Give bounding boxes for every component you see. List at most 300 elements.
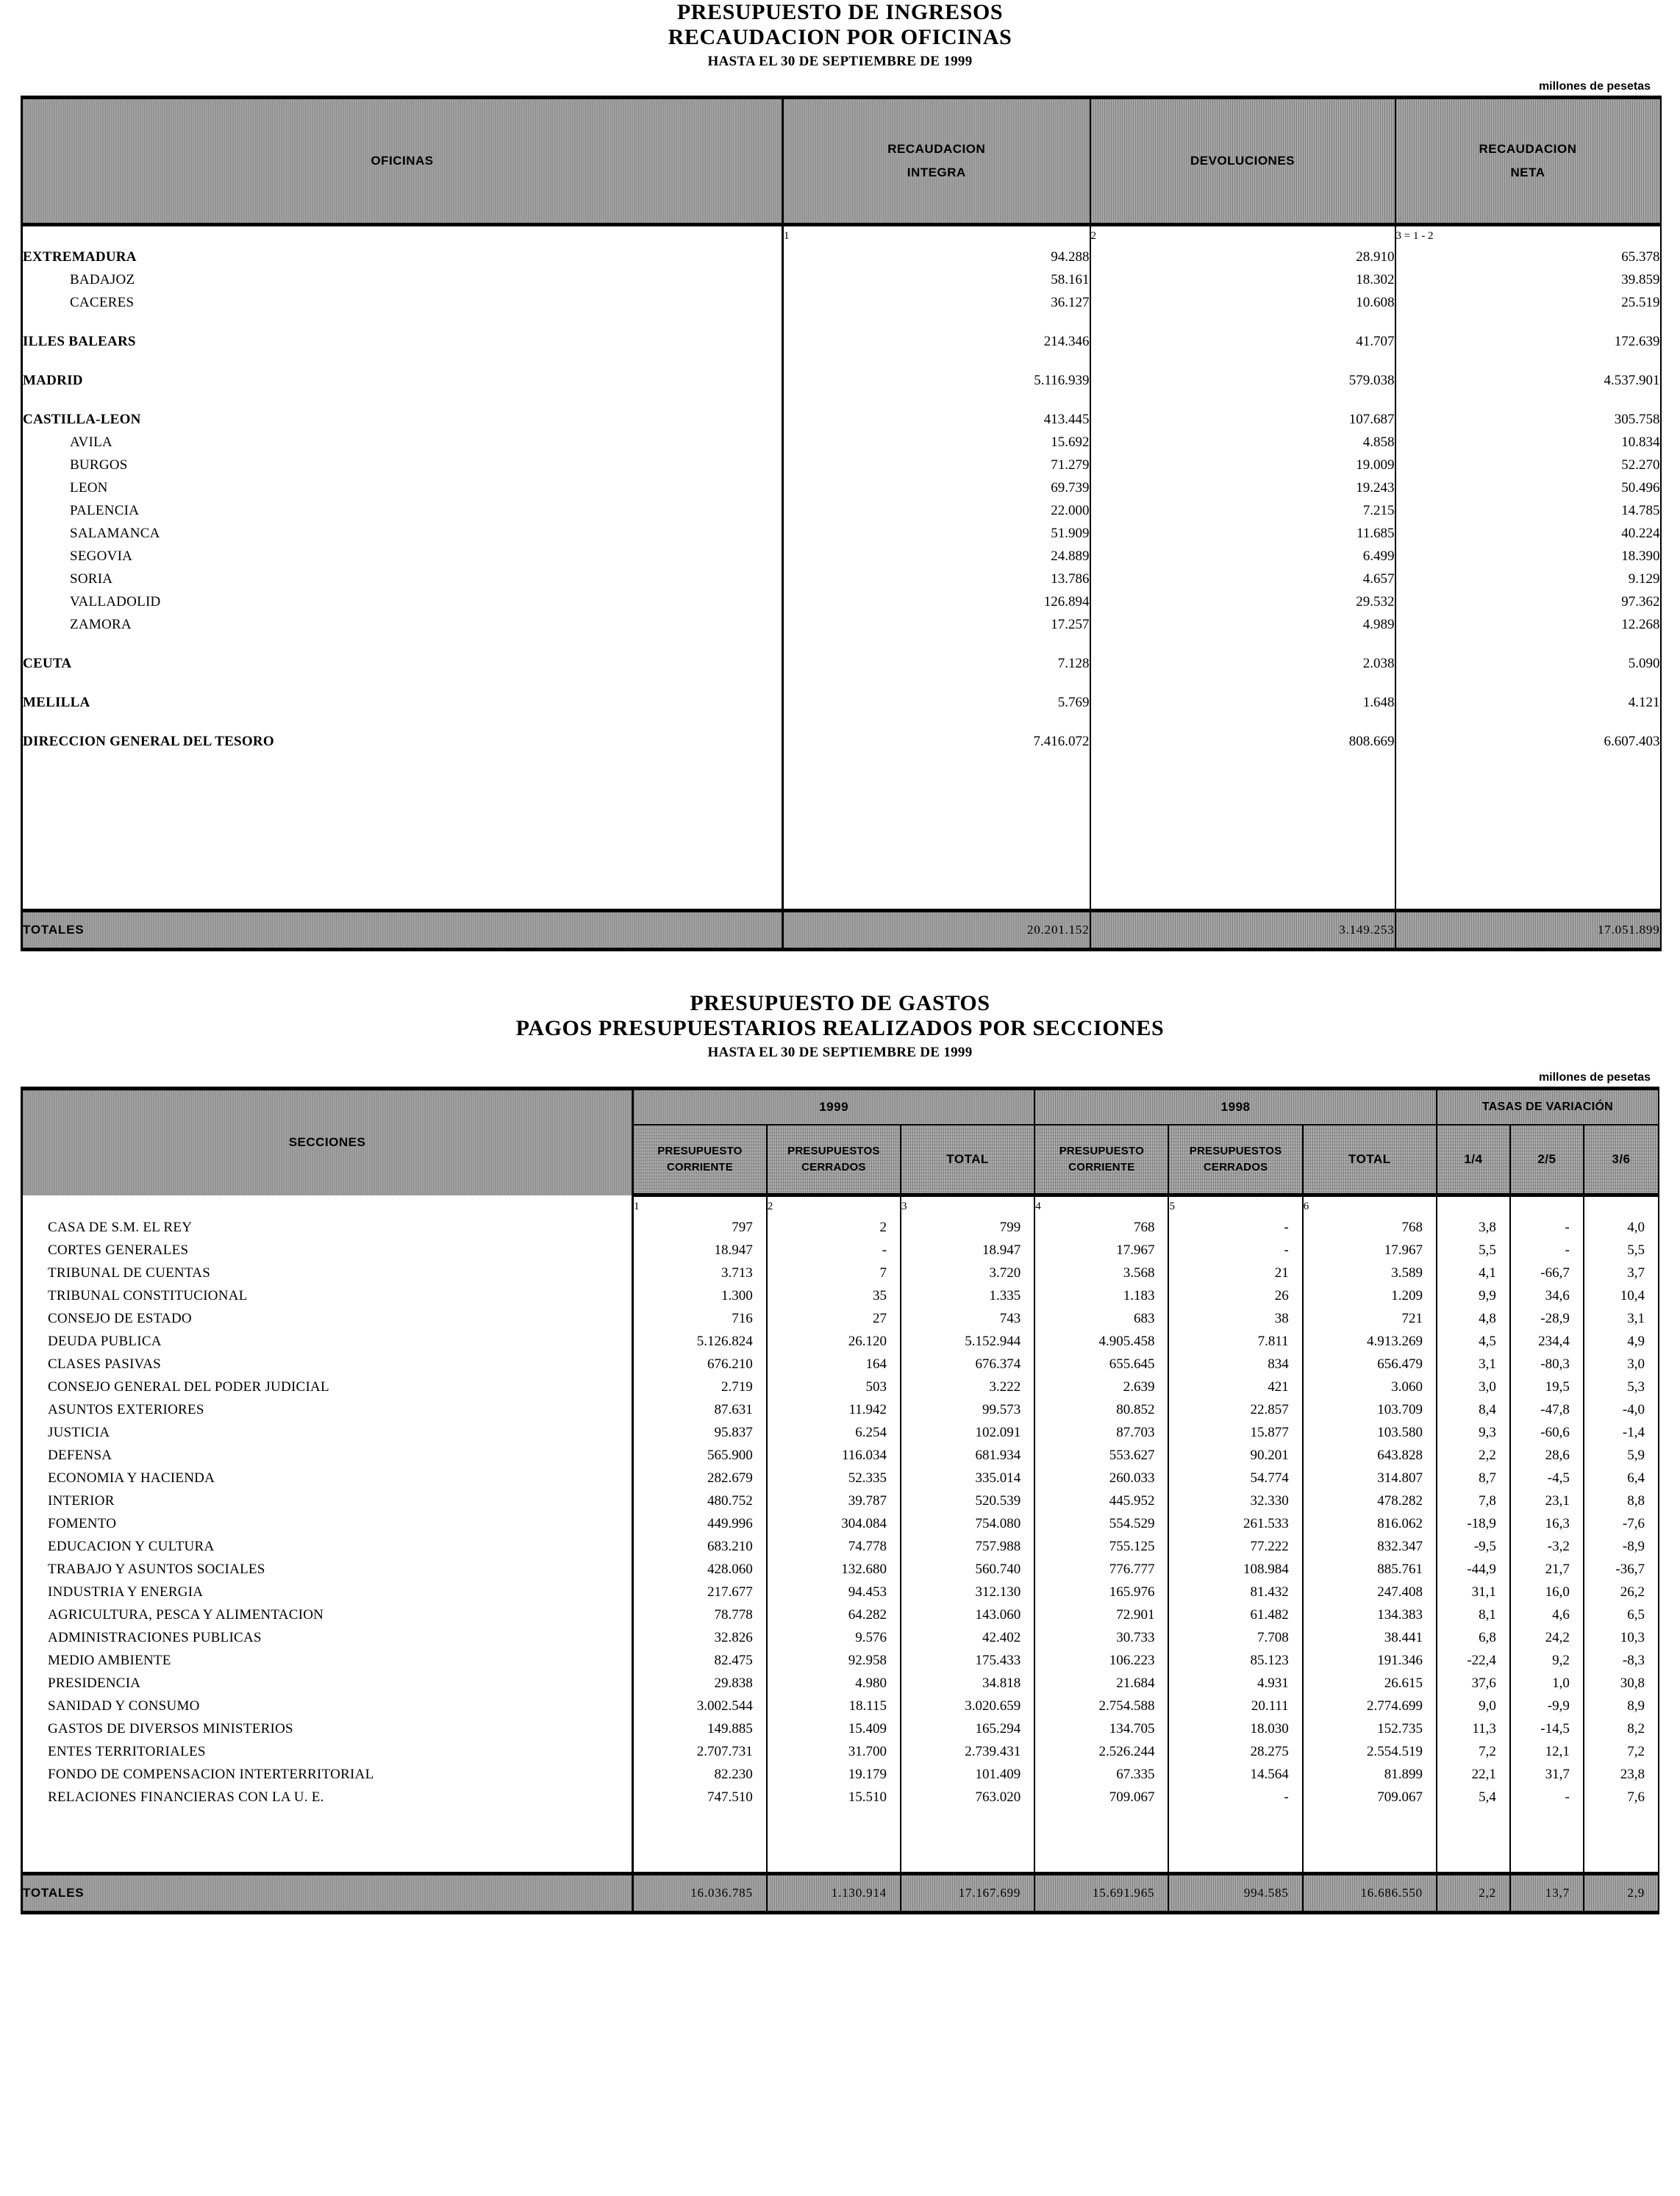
value-tasa-1-4: 4,5 — [1437, 1330, 1510, 1353]
table-row — [22, 1421, 1659, 1444]
table-row — [22, 1672, 1659, 1695]
seccion-label: CASA DE S.M. EL REY — [22, 1216, 633, 1239]
table1-header-recaudacion-integra — [783, 98, 1090, 225]
table2-colnum-9 — [1584, 1195, 1659, 1217]
value-tasa-3-6: 4,9 — [1584, 1330, 1659, 1353]
table2-header-1999-presupuesto-corriente-line2: CORRIENTE — [666, 1161, 733, 1174]
value-tasa-1-4: 5,5 — [1437, 1239, 1510, 1262]
value-tasa-3-6: 10,4 — [1584, 1284, 1659, 1307]
table-row — [22, 1535, 1659, 1558]
value-1999-total: 34.818 — [901, 1672, 1034, 1695]
table1-header-row — [22, 98, 1661, 225]
table2-totals-row — [22, 1874, 1659, 1913]
table-row — [22, 369, 1661, 392]
table-row — [22, 1262, 1659, 1284]
value-tasa-3-6: -4,0 — [1584, 1398, 1659, 1421]
value-1998-presupuestos-cerrados: 108.984 — [1168, 1558, 1302, 1581]
spacer-cell — [1090, 314, 1395, 330]
recaudacion-integra-value: 24.889 — [783, 545, 1090, 568]
value-1998-total: 103.709 — [1303, 1398, 1437, 1421]
value-1999-presupuesto-corriente: 797 — [633, 1216, 767, 1239]
oficina-label: CACERES — [22, 291, 783, 314]
table-row — [22, 268, 1661, 291]
value-1998-total: 103.580 — [1303, 1421, 1437, 1444]
value-1998-total: 2.554.519 — [1303, 1740, 1437, 1763]
table2-filler-cell-8 — [1510, 1809, 1584, 1874]
table2-colnum-8 — [1510, 1195, 1584, 1217]
value-1999-presupuestos-cerrados: 92.958 — [767, 1649, 901, 1672]
table2-header-1998-presupuestos-cerrados — [1168, 1125, 1302, 1195]
table-row — [22, 1284, 1659, 1307]
recaudacion-neta-value: 97.362 — [1395, 590, 1661, 613]
value-tasa-1-4: 7,8 — [1437, 1489, 1510, 1512]
value-tasa-2-5: 28,6 — [1510, 1444, 1584, 1467]
value-1999-presupuesto-corriente: 428.060 — [633, 1558, 767, 1581]
table2-colnum-blank — [22, 1195, 633, 1217]
value-1998-total: 247.408 — [1303, 1581, 1437, 1603]
table-row — [22, 1330, 1659, 1353]
recaudacion-neta-value: 12.268 — [1395, 613, 1661, 636]
table1-header-oficinas: OFICINAS — [22, 98, 783, 225]
table2-header-1998-presupuesto-corriente-line1: PRESUPUESTO — [1059, 1144, 1144, 1157]
recaudacion-neta-value: 65.378 — [1395, 246, 1661, 268]
value-tasa-2-5: -9,9 — [1510, 1695, 1584, 1717]
recaudacion-por-oficinas-table — [21, 96, 1662, 951]
value-1998-presupuestos-cerrados: 77.222 — [1168, 1535, 1302, 1558]
value-1998-total: 3.060 — [1303, 1376, 1437, 1398]
value-1998-presupuesto-corriente: 776.777 — [1034, 1558, 1168, 1581]
value-tasa-2-5: 16,0 — [1510, 1581, 1584, 1603]
spacer-cell — [1395, 714, 1661, 730]
value-1999-presupuesto-corriente: 78.778 — [633, 1603, 767, 1626]
table2-header-tasa-1-4: 1/4 — [1437, 1125, 1510, 1195]
value-1999-presupuestos-cerrados: 74.778 — [767, 1535, 901, 1558]
table-row — [22, 590, 1661, 613]
value-tasa-3-6: -7,6 — [1584, 1512, 1659, 1535]
value-tasa-3-6: -36,7 — [1584, 1558, 1659, 1581]
value-1998-presupuestos-cerrados: 834 — [1168, 1353, 1302, 1376]
value-1998-total: 721 — [1303, 1307, 1437, 1330]
table2-filler-cell-6 — [1303, 1809, 1437, 1874]
spacer-cell — [1395, 675, 1661, 691]
table-row — [22, 1216, 1659, 1239]
value-tasa-2-5: 16,3 — [1510, 1512, 1584, 1535]
value-1999-presupuesto-corriente: 149.885 — [633, 1717, 767, 1740]
table2-filler-cell-3 — [901, 1809, 1034, 1874]
table1-column-number-row — [22, 225, 1661, 246]
value-tasa-1-4: 4,1 — [1437, 1262, 1510, 1284]
report1-subtitle: HASTA EL 30 DE SEPTIEMBRE DE 1999 — [707, 54, 973, 70]
recaudacion-integra-value: 58.161 — [783, 268, 1090, 291]
table1-head — [22, 98, 1661, 246]
spacer-cell — [22, 675, 783, 691]
seccion-label: CONSEJO DE ESTADO — [22, 1307, 633, 1330]
table2-filler-cell-2 — [767, 1809, 901, 1874]
section-divider — [21, 951, 1659, 991]
recaudacion-integra-value: 69.739 — [783, 476, 1090, 499]
value-tasa-2-5: 234,4 — [1510, 1330, 1584, 1353]
table1-totals-neta: 17.051.899 — [1395, 911, 1661, 950]
recaudacion-integra-value: 7.128 — [783, 652, 1090, 675]
value-1998-presupuesto-corriente: 1.183 — [1034, 1284, 1168, 1307]
report2-title-line2: PAGOS PRESUPUESTARIOS REALIZADOS POR SECCIONES — [515, 1015, 1165, 1040]
value-1999-presupuestos-cerrados: 132.680 — [767, 1558, 901, 1581]
value-1998-total: 4.913.269 — [1303, 1330, 1437, 1353]
value-1999-total: 2.739.431 — [901, 1740, 1034, 1763]
table2-filler-cell-0 — [22, 1809, 633, 1874]
table-row — [22, 499, 1661, 522]
devoluciones-value: 107.687 — [1090, 408, 1395, 431]
report1-title-line2: RECAUDACION POR OFICINAS — [668, 24, 1012, 49]
seccion-label: TRIBUNAL DE CUENTAS — [22, 1262, 633, 1284]
value-1998-total: 885.761 — [1303, 1558, 1437, 1581]
value-1999-total: 101.409 — [901, 1763, 1034, 1786]
value-tasa-2-5: -28,9 — [1510, 1307, 1584, 1330]
value-1998-presupuestos-cerrados: 14.564 — [1168, 1763, 1302, 1786]
table-row — [22, 1740, 1659, 1763]
value-1998-presupuesto-corriente: 30.733 — [1034, 1626, 1168, 1649]
value-tasa-2-5: - — [1510, 1239, 1584, 1262]
value-1999-total: 681.934 — [901, 1444, 1034, 1467]
recaudacion-neta-value: 10.834 — [1395, 431, 1661, 454]
table2-column-number-row — [22, 1195, 1659, 1217]
table1-body — [22, 246, 1661, 753]
table1-foot — [22, 753, 1661, 950]
devoluciones-value: 19.243 — [1090, 476, 1395, 499]
devoluciones-value: 808.669 — [1090, 730, 1395, 753]
value-1998-presupuesto-corriente: 2.526.244 — [1034, 1740, 1168, 1763]
value-tasa-1-4: 3,8 — [1437, 1216, 1510, 1239]
spacer-cell — [1395, 392, 1661, 408]
value-1999-presupuesto-corriente: 82.475 — [633, 1649, 767, 1672]
value-tasa-1-4: -18,9 — [1437, 1512, 1510, 1535]
recaudacion-integra-value: 51.909 — [783, 522, 1090, 545]
table-row — [22, 1649, 1659, 1672]
seccion-label: ENTES TERRITORIALES — [22, 1740, 633, 1763]
value-tasa-2-5: -3,2 — [1510, 1535, 1584, 1558]
table2-totals-1999-corriente: 16.036.785 — [633, 1874, 767, 1913]
value-tasa-3-6: 3,7 — [1584, 1262, 1659, 1284]
value-tasa-1-4: 3,1 — [1437, 1353, 1510, 1376]
table-row — [22, 1603, 1659, 1626]
table1-header-recaudacion-neta — [1395, 98, 1661, 225]
table1-colnum-2: 2 — [1090, 225, 1395, 246]
value-1999-total: 754.080 — [901, 1512, 1034, 1535]
table2-totals-1998-cerrados: 994.585 — [1168, 1874, 1302, 1913]
seccion-label: PRESIDENCIA — [22, 1672, 633, 1695]
seccion-label: CLASES PASIVAS — [22, 1353, 633, 1376]
value-tasa-2-5: 19,5 — [1510, 1376, 1584, 1398]
table2-colnum-6: 6 — [1303, 1195, 1437, 1217]
value-tasa-3-6: 4,0 — [1584, 1216, 1659, 1239]
oficina-label: PALENCIA — [22, 499, 783, 522]
table-row — [22, 1444, 1659, 1467]
value-1998-presupuestos-cerrados: 81.432 — [1168, 1581, 1302, 1603]
table2-totals-label: TOTALES — [22, 1874, 633, 1913]
table2-filler-cell-4 — [1034, 1809, 1168, 1874]
devoluciones-value: 579.038 — [1090, 369, 1395, 392]
value-1999-total: 18.947 — [901, 1239, 1034, 1262]
value-tasa-1-4: 8,4 — [1437, 1398, 1510, 1421]
value-1999-presupuestos-cerrados: 503 — [767, 1376, 901, 1398]
spacer-cell — [1395, 314, 1661, 330]
table1-totals-label: TOTALES — [22, 911, 783, 950]
value-1999-total: 763.020 — [901, 1786, 1034, 1809]
value-1999-presupuesto-corriente: 480.752 — [633, 1489, 767, 1512]
value-tasa-3-6: -1,4 — [1584, 1421, 1659, 1444]
value-1999-presupuestos-cerrados: 26.120 — [767, 1330, 901, 1353]
value-1998-presupuesto-corriente: 755.125 — [1034, 1535, 1168, 1558]
recaudacion-neta-value: 4.537.901 — [1395, 369, 1661, 392]
devoluciones-value: 6.499 — [1090, 545, 1395, 568]
value-1999-total: 175.433 — [901, 1649, 1034, 1672]
spacer-cell — [22, 353, 783, 369]
value-1998-total: 832.347 — [1303, 1535, 1437, 1558]
table2-header-1999-total: TOTAL — [901, 1125, 1034, 1195]
value-tasa-3-6: 3,1 — [1584, 1307, 1659, 1330]
table1-filler-cell-2 — [1090, 753, 1395, 911]
value-1998-presupuestos-cerrados: 421 — [1168, 1376, 1302, 1398]
value-tasa-2-5: -60,6 — [1510, 1421, 1584, 1444]
value-1998-presupuestos-cerrados: 4.931 — [1168, 1672, 1302, 1695]
value-1999-total: 1.335 — [901, 1284, 1034, 1307]
value-tasa-3-6: 5,5 — [1584, 1239, 1659, 1262]
value-tasa-2-5: 1,0 — [1510, 1672, 1584, 1695]
value-tasa-1-4: -44,9 — [1437, 1558, 1510, 1581]
table1-spacer-row — [22, 314, 1661, 330]
recaudacion-integra-value: 5.769 — [783, 691, 1090, 714]
value-1998-presupuesto-corriente: 655.645 — [1034, 1353, 1168, 1376]
value-1998-presupuestos-cerrados: 7.708 — [1168, 1626, 1302, 1649]
value-1999-total: 3.720 — [901, 1262, 1034, 1284]
value-1998-presupuestos-cerrados: 54.774 — [1168, 1467, 1302, 1489]
devoluciones-value: 1.648 — [1090, 691, 1395, 714]
value-1999-presupuesto-corriente: 747.510 — [633, 1786, 767, 1809]
seccion-label: CONSEJO GENERAL DEL PODER JUDICIAL — [22, 1376, 633, 1398]
table2-colnum-5: 5 — [1168, 1195, 1302, 1217]
spacer-cell — [783, 675, 1090, 691]
value-1999-total: 520.539 — [901, 1489, 1034, 1512]
recaudacion-neta-value: 172.639 — [1395, 330, 1661, 353]
seccion-label: ASUNTOS EXTERIORES — [22, 1398, 633, 1421]
table1-totals-row — [22, 911, 1661, 950]
table1-spacer-row — [22, 392, 1661, 408]
value-1999-presupuesto-corriente: 3.713 — [633, 1262, 767, 1284]
table-row — [22, 1717, 1659, 1740]
value-1998-presupuestos-cerrados: - — [1168, 1216, 1302, 1239]
value-tasa-2-5: -80,3 — [1510, 1353, 1584, 1376]
value-tasa-3-6: -8,9 — [1584, 1535, 1659, 1558]
table-row — [22, 652, 1661, 675]
table2-filler-cell-9 — [1584, 1809, 1659, 1874]
table1-spacer-row — [22, 636, 1661, 652]
value-tasa-1-4: 31,1 — [1437, 1581, 1510, 1603]
oficina-label: DIRECCION GENERAL DEL TESORO — [22, 730, 783, 753]
value-tasa-3-6: -8,3 — [1584, 1649, 1659, 1672]
value-tasa-1-4: 9,0 — [1437, 1695, 1510, 1717]
value-1999-presupuesto-corriente: 676.210 — [633, 1353, 767, 1376]
value-1998-presupuestos-cerrados: 18.030 — [1168, 1717, 1302, 1740]
value-1998-presupuestos-cerrados: 90.201 — [1168, 1444, 1302, 1467]
value-1999-total: 5.152.944 — [901, 1330, 1034, 1353]
value-1998-presupuestos-cerrados: 20.111 — [1168, 1695, 1302, 1717]
table2-filler-cell-5 — [1168, 1809, 1302, 1874]
value-1999-presupuestos-cerrados: 2 — [767, 1216, 901, 1239]
recaudacion-neta-value: 25.519 — [1395, 291, 1661, 314]
value-1998-presupuesto-corriente: 87.703 — [1034, 1421, 1168, 1444]
value-1998-presupuestos-cerrados: 26 — [1168, 1284, 1302, 1307]
value-1999-total: 676.374 — [901, 1353, 1034, 1376]
oficina-label: BURGOS — [22, 454, 783, 476]
value-1999-presupuestos-cerrados: 27 — [767, 1307, 901, 1330]
table-row — [22, 1695, 1659, 1717]
value-1999-presupuesto-corriente: 449.996 — [633, 1512, 767, 1535]
value-1999-presupuestos-cerrados: 4.980 — [767, 1672, 901, 1695]
devoluciones-value: 4.989 — [1090, 613, 1395, 636]
value-1999-presupuesto-corriente: 716 — [633, 1307, 767, 1330]
table-row — [22, 1626, 1659, 1649]
table-row — [22, 1307, 1659, 1330]
value-1998-total: 314.807 — [1303, 1467, 1437, 1489]
value-1998-presupuesto-corriente: 4.905.458 — [1034, 1330, 1168, 1353]
value-1999-presupuestos-cerrados: 9.576 — [767, 1626, 901, 1649]
table-row — [22, 1558, 1659, 1581]
seccion-label: FOMENTO — [22, 1512, 633, 1535]
value-tasa-3-6: 6,5 — [1584, 1603, 1659, 1626]
devoluciones-value: 4.657 — [1090, 568, 1395, 590]
seccion-label: FONDO DE COMPENSACION INTERTERRITORIAL — [22, 1763, 633, 1786]
recaudacion-integra-value: 94.288 — [783, 246, 1090, 268]
value-1998-presupuesto-corriente: 768 — [1034, 1216, 1168, 1239]
recaudacion-integra-value: 5.116.939 — [783, 369, 1090, 392]
value-1998-presupuesto-corriente: 134.705 — [1034, 1717, 1168, 1740]
table2-totals-tasa-1-4: 2,2 — [1437, 1874, 1510, 1913]
table2-header-group-1998: 1998 — [1034, 1089, 1437, 1126]
value-1999-presupuesto-corriente: 82.230 — [633, 1763, 767, 1786]
table2-foot — [22, 1809, 1659, 1913]
value-1999-presupuestos-cerrados: 39.787 — [767, 1489, 901, 1512]
spacer-cell — [783, 636, 1090, 652]
value-tasa-2-5: 4,6 — [1510, 1603, 1584, 1626]
value-1999-presupuestos-cerrados: 15.409 — [767, 1717, 901, 1740]
table1-header-devoluciones: DEVOLUCIONES — [1090, 98, 1395, 225]
value-1999-total: 42.402 — [901, 1626, 1034, 1649]
spacer-cell — [22, 714, 783, 730]
table-row — [22, 730, 1661, 753]
value-tasa-2-5: 31,7 — [1510, 1763, 1584, 1786]
recaudacion-neta-value: 50.496 — [1395, 476, 1661, 499]
value-1999-presupuesto-corriente: 1.300 — [633, 1284, 767, 1307]
table-row — [22, 408, 1661, 431]
value-tasa-1-4: 9,3 — [1437, 1421, 1510, 1444]
table1-colnum-1: 1 — [783, 225, 1090, 246]
seccion-label: CORTES GENERALES — [22, 1239, 633, 1262]
oficina-label: VALLADOLID — [22, 590, 783, 613]
value-1999-presupuestos-cerrados: 164 — [767, 1353, 901, 1376]
table2-header-1999-presupuestos-cerrados-line2: CERRADOS — [801, 1161, 866, 1174]
devoluciones-value: 28.910 — [1090, 246, 1395, 268]
value-1998-presupuestos-cerrados: 261.533 — [1168, 1512, 1302, 1535]
recaudacion-neta-value: 52.270 — [1395, 454, 1661, 476]
table-row — [22, 1512, 1659, 1535]
value-1998-presupuestos-cerrados: 21 — [1168, 1262, 1302, 1284]
table2-colnum-4: 4 — [1034, 1195, 1168, 1217]
seccion-label: GASTOS DE DIVERSOS MINISTERIOS — [22, 1717, 633, 1740]
table-row — [22, 1763, 1659, 1786]
value-1998-total: 38.441 — [1303, 1626, 1437, 1649]
value-1999-total: 102.091 — [901, 1421, 1034, 1444]
seccion-label: INDUSTRIA Y ENERGIA — [22, 1581, 633, 1603]
value-1999-presupuestos-cerrados: 304.084 — [767, 1512, 901, 1535]
oficina-label: MADRID — [22, 369, 783, 392]
value-tasa-1-4: -9,5 — [1437, 1535, 1510, 1558]
spacer-cell — [783, 392, 1090, 408]
value-1999-presupuestos-cerrados: 19.179 — [767, 1763, 901, 1786]
spacer-cell — [783, 714, 1090, 730]
table-row — [22, 1398, 1659, 1421]
spacer-cell — [783, 314, 1090, 330]
table2-header-1999-presupuesto-corriente — [633, 1125, 767, 1195]
pagos-por-secciones-table — [21, 1087, 1659, 1914]
table1-filler-cell-3 — [1395, 753, 1661, 911]
value-tasa-1-4: 11,3 — [1437, 1717, 1510, 1740]
report2-units-label: millones de pesetas — [1538, 1071, 1651, 1084]
table1-spacer-row — [22, 714, 1661, 730]
table2-colnum-2: 2 — [767, 1195, 901, 1217]
value-1998-total: 134.383 — [1303, 1603, 1437, 1626]
value-tasa-1-4: 4,8 — [1437, 1307, 1510, 1330]
table2-filler-cell-7 — [1437, 1809, 1510, 1874]
report2-subtitle: HASTA EL 30 DE SEPTIEMBRE DE 1999 — [707, 1045, 973, 1061]
table-row — [22, 476, 1661, 499]
seccion-label: RELACIONES FINANCIERAS CON LA U. E. — [22, 1786, 633, 1809]
value-1999-presupuesto-corriente: 3.002.544 — [633, 1695, 767, 1717]
value-1998-total: 478.282 — [1303, 1489, 1437, 1512]
recaudacion-neta-value: 6.607.403 — [1395, 730, 1661, 753]
table2-header-1998-presupuestos-cerrados-line1: PRESUPUESTOS — [1189, 1144, 1282, 1157]
table1-spacer-row — [22, 353, 1661, 369]
table1-colnum-3: 3 = 1 - 2 — [1395, 225, 1661, 246]
recaudacion-neta-value: 18.390 — [1395, 545, 1661, 568]
recaudacion-integra-value: 17.257 — [783, 613, 1090, 636]
value-1998-presupuestos-cerrados: - — [1168, 1239, 1302, 1262]
table-row — [22, 1376, 1659, 1398]
value-1998-presupuestos-cerrados: 38 — [1168, 1307, 1302, 1330]
recaudacion-neta-value: 14.785 — [1395, 499, 1661, 522]
value-1998-presupuestos-cerrados: 7.811 — [1168, 1330, 1302, 1353]
value-1999-presupuesto-corriente: 32.826 — [633, 1626, 767, 1649]
value-1999-presupuesto-corriente: 565.900 — [633, 1444, 767, 1467]
table1-header-recaudacion-integra-line1: RECAUDACION — [887, 141, 986, 156]
value-1999-presupuestos-cerrados: 94.453 — [767, 1581, 901, 1603]
value-1999-presupuestos-cerrados: 31.700 — [767, 1740, 901, 1763]
devoluciones-value: 2.038 — [1090, 652, 1395, 675]
recaudacion-integra-value: 22.000 — [783, 499, 1090, 522]
spacer-cell — [1090, 353, 1395, 369]
value-1999-presupuestos-cerrados: 11.942 — [767, 1398, 901, 1421]
value-1999-presupuestos-cerrados: 15.510 — [767, 1786, 901, 1809]
value-1998-total: 2.774.699 — [1303, 1695, 1437, 1717]
value-tasa-3-6: 7,6 — [1584, 1786, 1659, 1809]
value-1998-presupuesto-corriente: 554.529 — [1034, 1512, 1168, 1535]
table-row — [22, 545, 1661, 568]
value-1998-presupuesto-corriente: 80.852 — [1034, 1398, 1168, 1421]
value-1999-total: 799 — [901, 1216, 1034, 1239]
table2-totals-1998-total: 16.686.550 — [1303, 1874, 1437, 1913]
table2-totals-1999-total: 17.167.699 — [901, 1874, 1034, 1913]
table-row — [22, 1786, 1659, 1809]
value-1999-presupuestos-cerrados: 6.254 — [767, 1421, 901, 1444]
